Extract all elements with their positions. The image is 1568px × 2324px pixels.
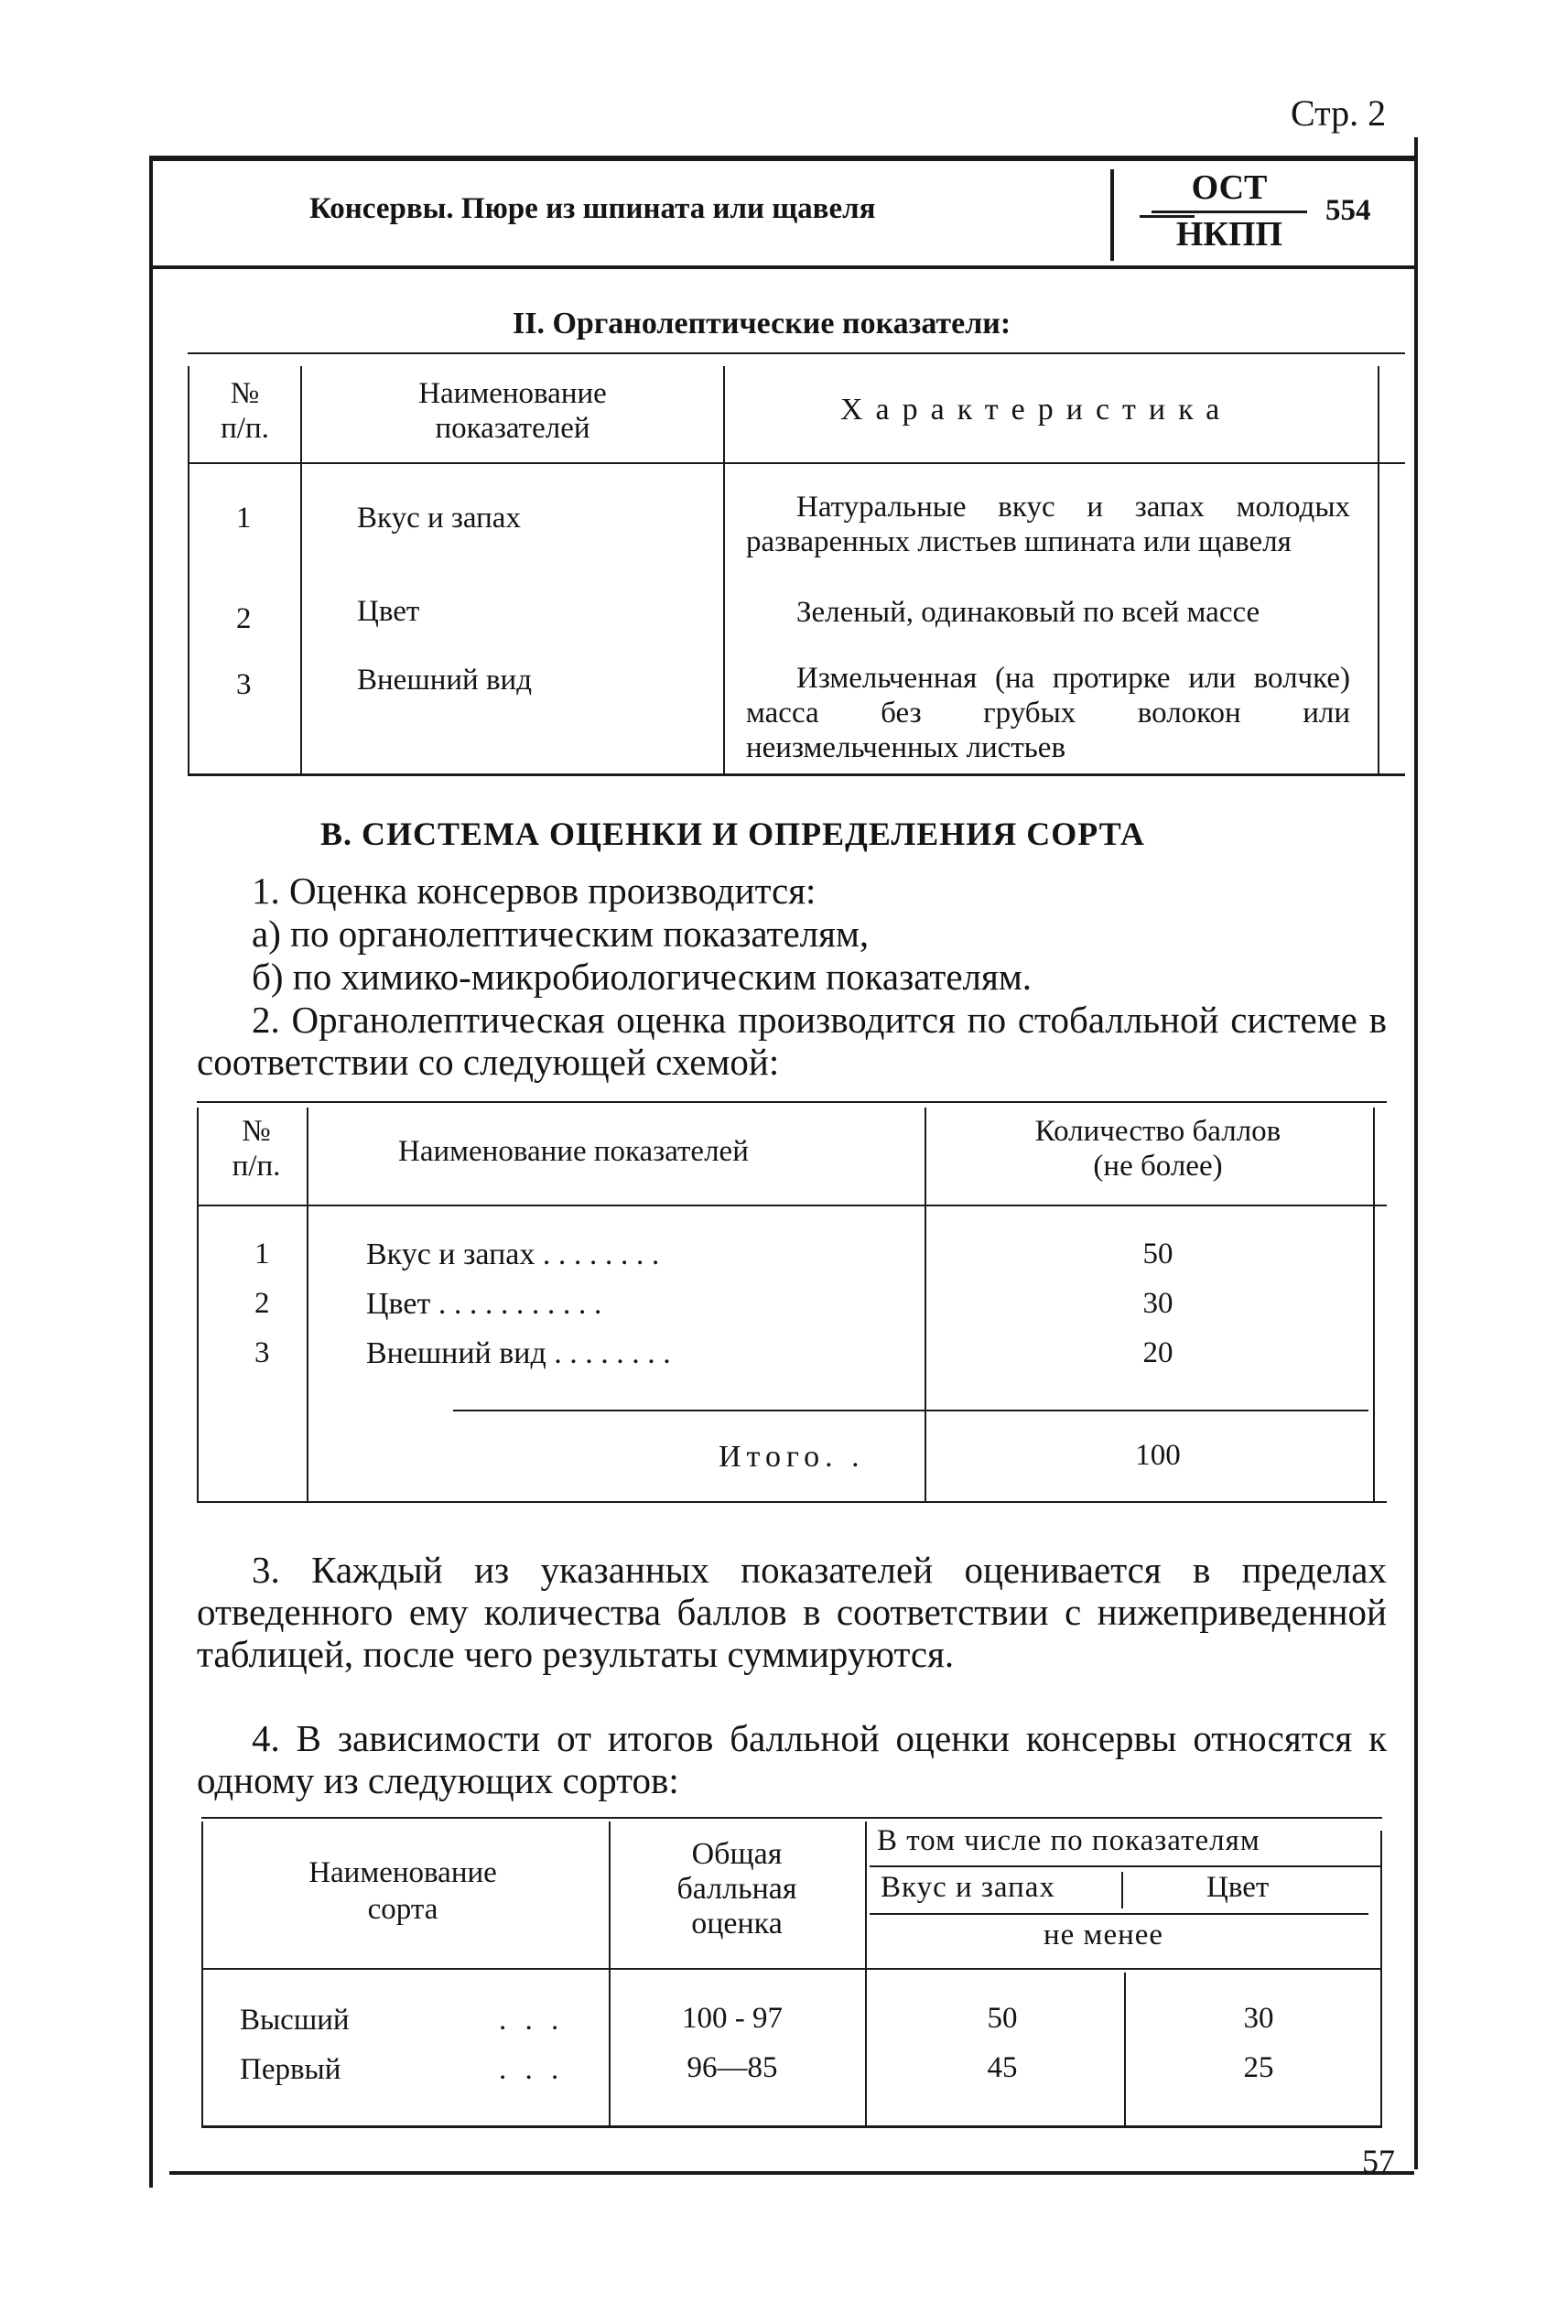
para-3: 3. Каждый из указанных показателей оценивается в пределах отведенного ему количества баллов в соответствии с нижеприведенной таблицей, после чего результаты суммируются. — [197, 1549, 1387, 1675]
t3-col-name-line2: сорта — [367, 1892, 438, 1926]
table3-col-divider-4 — [1124, 1973, 1126, 2128]
t3-col-total-line1: Общая — [691, 1837, 783, 1871]
table1-col-name — [307, 377, 719, 447]
table2-top-rule — [197, 1101, 1387, 1103]
para-1: 1. Оценка консервов производится: — [252, 870, 816, 912]
table3-row1-name: Высший — [240, 2004, 350, 2037]
table3-col-taste: Вкус и запах — [881, 1871, 1055, 1904]
table2-col-name: Наименование показателей — [398, 1135, 749, 1168]
table1-row2-desc: Зеленый, одинаковый по всей массе — [796, 596, 1260, 629]
table2-col-points — [984, 1115, 1332, 1184]
col-num-line1: № — [230, 377, 260, 410]
table2-row3-points: 20 — [1142, 1336, 1173, 1369]
table3-row2-dots: . . . — [499, 2053, 565, 2086]
t3-col-total-line3: оценка — [691, 1907, 783, 1941]
table1-col-divider-1 — [300, 366, 302, 773]
table2-row2-num: 2 — [254, 1287, 270, 1320]
col-name-line2: показателей — [435, 411, 590, 445]
table3-col-divider-1 — [609, 1821, 611, 2128]
t2-col-num-line2: п/п. — [232, 1149, 281, 1183]
table2-row3-name: Внешний вид . . . . . . . . — [366, 1336, 671, 1370]
table2-row3-num: 3 — [254, 1336, 270, 1369]
table1-row1-desc: Натуральные вкус и запах молодых разваренных листьев шпината или щавеля — [746, 491, 1350, 558]
table3-bottom-rule — [201, 2125, 1382, 2128]
page-bottom-rule — [169, 2171, 1414, 2175]
section-b-title: В. СИСТЕМА ОЦЕНКИ И ОПРЕДЕЛЕНИЯ СОРТА — [320, 816, 1145, 852]
table1-row3-name: Внешний вид — [357, 664, 532, 697]
table2-bottom-rule — [197, 1501, 1387, 1503]
table2-row2-points: 30 — [1142, 1287, 1173, 1320]
table3-row1-taste: 50 — [987, 2002, 1018, 2035]
table3-row2-name: Первый — [240, 2053, 341, 2086]
t2-col-points-line1: Количество баллов — [1034, 1115, 1281, 1148]
table2-row1-name: Вкус и запах . . . . . . . . — [366, 1238, 660, 1271]
table1-row3-num: 3 — [236, 668, 252, 701]
table3-col-min: не менее — [1044, 1919, 1164, 1951]
table2-col-num — [215, 1115, 297, 1184]
table1-row3-desc: Измельченная (на протирке или волчке) масса без грубых волокон или неизмельченных листьев — [746, 662, 1350, 764]
table3-col-group: В том числе по показателям — [877, 1824, 1260, 1857]
table3-row2-taste: 45 — [987, 2051, 1018, 2084]
t2-col-points-line2: (не более) — [1093, 1149, 1223, 1183]
table1-row1-num: 1 — [236, 502, 252, 535]
t3-col-total-line2: балльная — [676, 1872, 797, 1907]
table2-row2-name: Цвет . . . . . . . . . . . — [366, 1287, 602, 1321]
section-ii-title: II. Органолептические показатели: — [513, 307, 1011, 340]
table1-col-num — [192, 377, 297, 447]
col-num-line2: п/п. — [221, 411, 269, 445]
para-1b: б) по химико-микробиологическим показателям. — [252, 956, 1033, 998]
table3-sub-rule — [870, 1913, 1368, 1915]
table2-total-rule — [453, 1410, 1368, 1411]
table3-col-color: Цвет — [1206, 1871, 1270, 1904]
table2-header-rule — [197, 1205, 1387, 1206]
table1-row2-num: 2 — [236, 602, 252, 635]
table1-top-rule — [188, 352, 1405, 354]
table2-right-border — [1373, 1108, 1375, 1501]
table2-total-label: Итого. . — [719, 1440, 865, 1474]
table3-left-border — [201, 1821, 203, 2128]
table1-right-border — [1378, 366, 1379, 773]
para-2: 2. Органолептическая оценка производится по стобалльной системе в соответствии со следующей схемой: — [197, 999, 1387, 1083]
table2-row1-num: 1 — [254, 1238, 270, 1270]
para-4: 4. В зависимости от итогов балльной оценки консервы относятся к одному из следующих сортов: — [197, 1717, 1387, 1801]
table2-col-divider-2 — [925, 1108, 926, 1501]
table3-col-name — [247, 1855, 558, 1928]
page-right-border — [1414, 137, 1418, 2169]
table3-header-rule — [201, 1968, 1382, 1970]
table1-col-characteristic: Характеристика — [840, 393, 1233, 427]
ost-code — [1152, 167, 1307, 256]
ost-label: ОСТ — [1152, 167, 1307, 213]
document-title: Консервы. Пюре из шпината или щавеля — [309, 192, 876, 225]
table3-row2-total: 96—85 — [687, 2051, 778, 2084]
table1-left-border — [188, 366, 189, 773]
table3-col-total — [622, 1837, 851, 1941]
table3-row2-color: 25 — [1243, 2051, 1274, 2084]
table2-col-divider-1 — [307, 1108, 308, 1501]
para-1a: а) по органолептическим показателям, — [252, 913, 870, 955]
table1-bottom-rule — [188, 773, 1405, 776]
table3-right-border — [1380, 1831, 1382, 2128]
page-label: Стр. 2 — [1291, 92, 1387, 134]
table3-col-divider-3 — [1121, 1872, 1123, 1908]
col-name-line1: Наименование — [418, 377, 607, 410]
header-divider — [1110, 169, 1114, 261]
t2-col-num-line1: № — [242, 1115, 271, 1148]
t3-col-name-line1: Наименование — [308, 1856, 497, 1889]
page-number: 57 — [1362, 2143, 1395, 2179]
table3-row1-color: 30 — [1243, 2002, 1274, 2035]
header-top-rule — [151, 156, 1414, 161]
page-left-border — [149, 156, 153, 2188]
table3-group-rule — [870, 1865, 1382, 1867]
table3-row1-total: 100 - 97 — [682, 2002, 783, 2035]
header-bottom-rule — [151, 265, 1414, 269]
table3-top-rule — [201, 1817, 1382, 1819]
table3-col-divider-2 — [865, 1821, 867, 2128]
table1-row1-name: Вкус и запах — [357, 502, 521, 535]
table3-row1-dots: . . . — [499, 2004, 565, 2037]
table2-row1-points: 50 — [1142, 1238, 1173, 1270]
table1-row2-name: Цвет — [357, 595, 420, 628]
nkpp-label: НКПП — [1175, 214, 1283, 254]
ost-number: 554 — [1325, 194, 1371, 227]
table1-header-rule — [188, 462, 1405, 464]
table2-left-border — [197, 1108, 199, 1501]
table1-col-divider-2 — [723, 366, 725, 773]
table2-total-value: 100 — [1135, 1439, 1181, 1472]
